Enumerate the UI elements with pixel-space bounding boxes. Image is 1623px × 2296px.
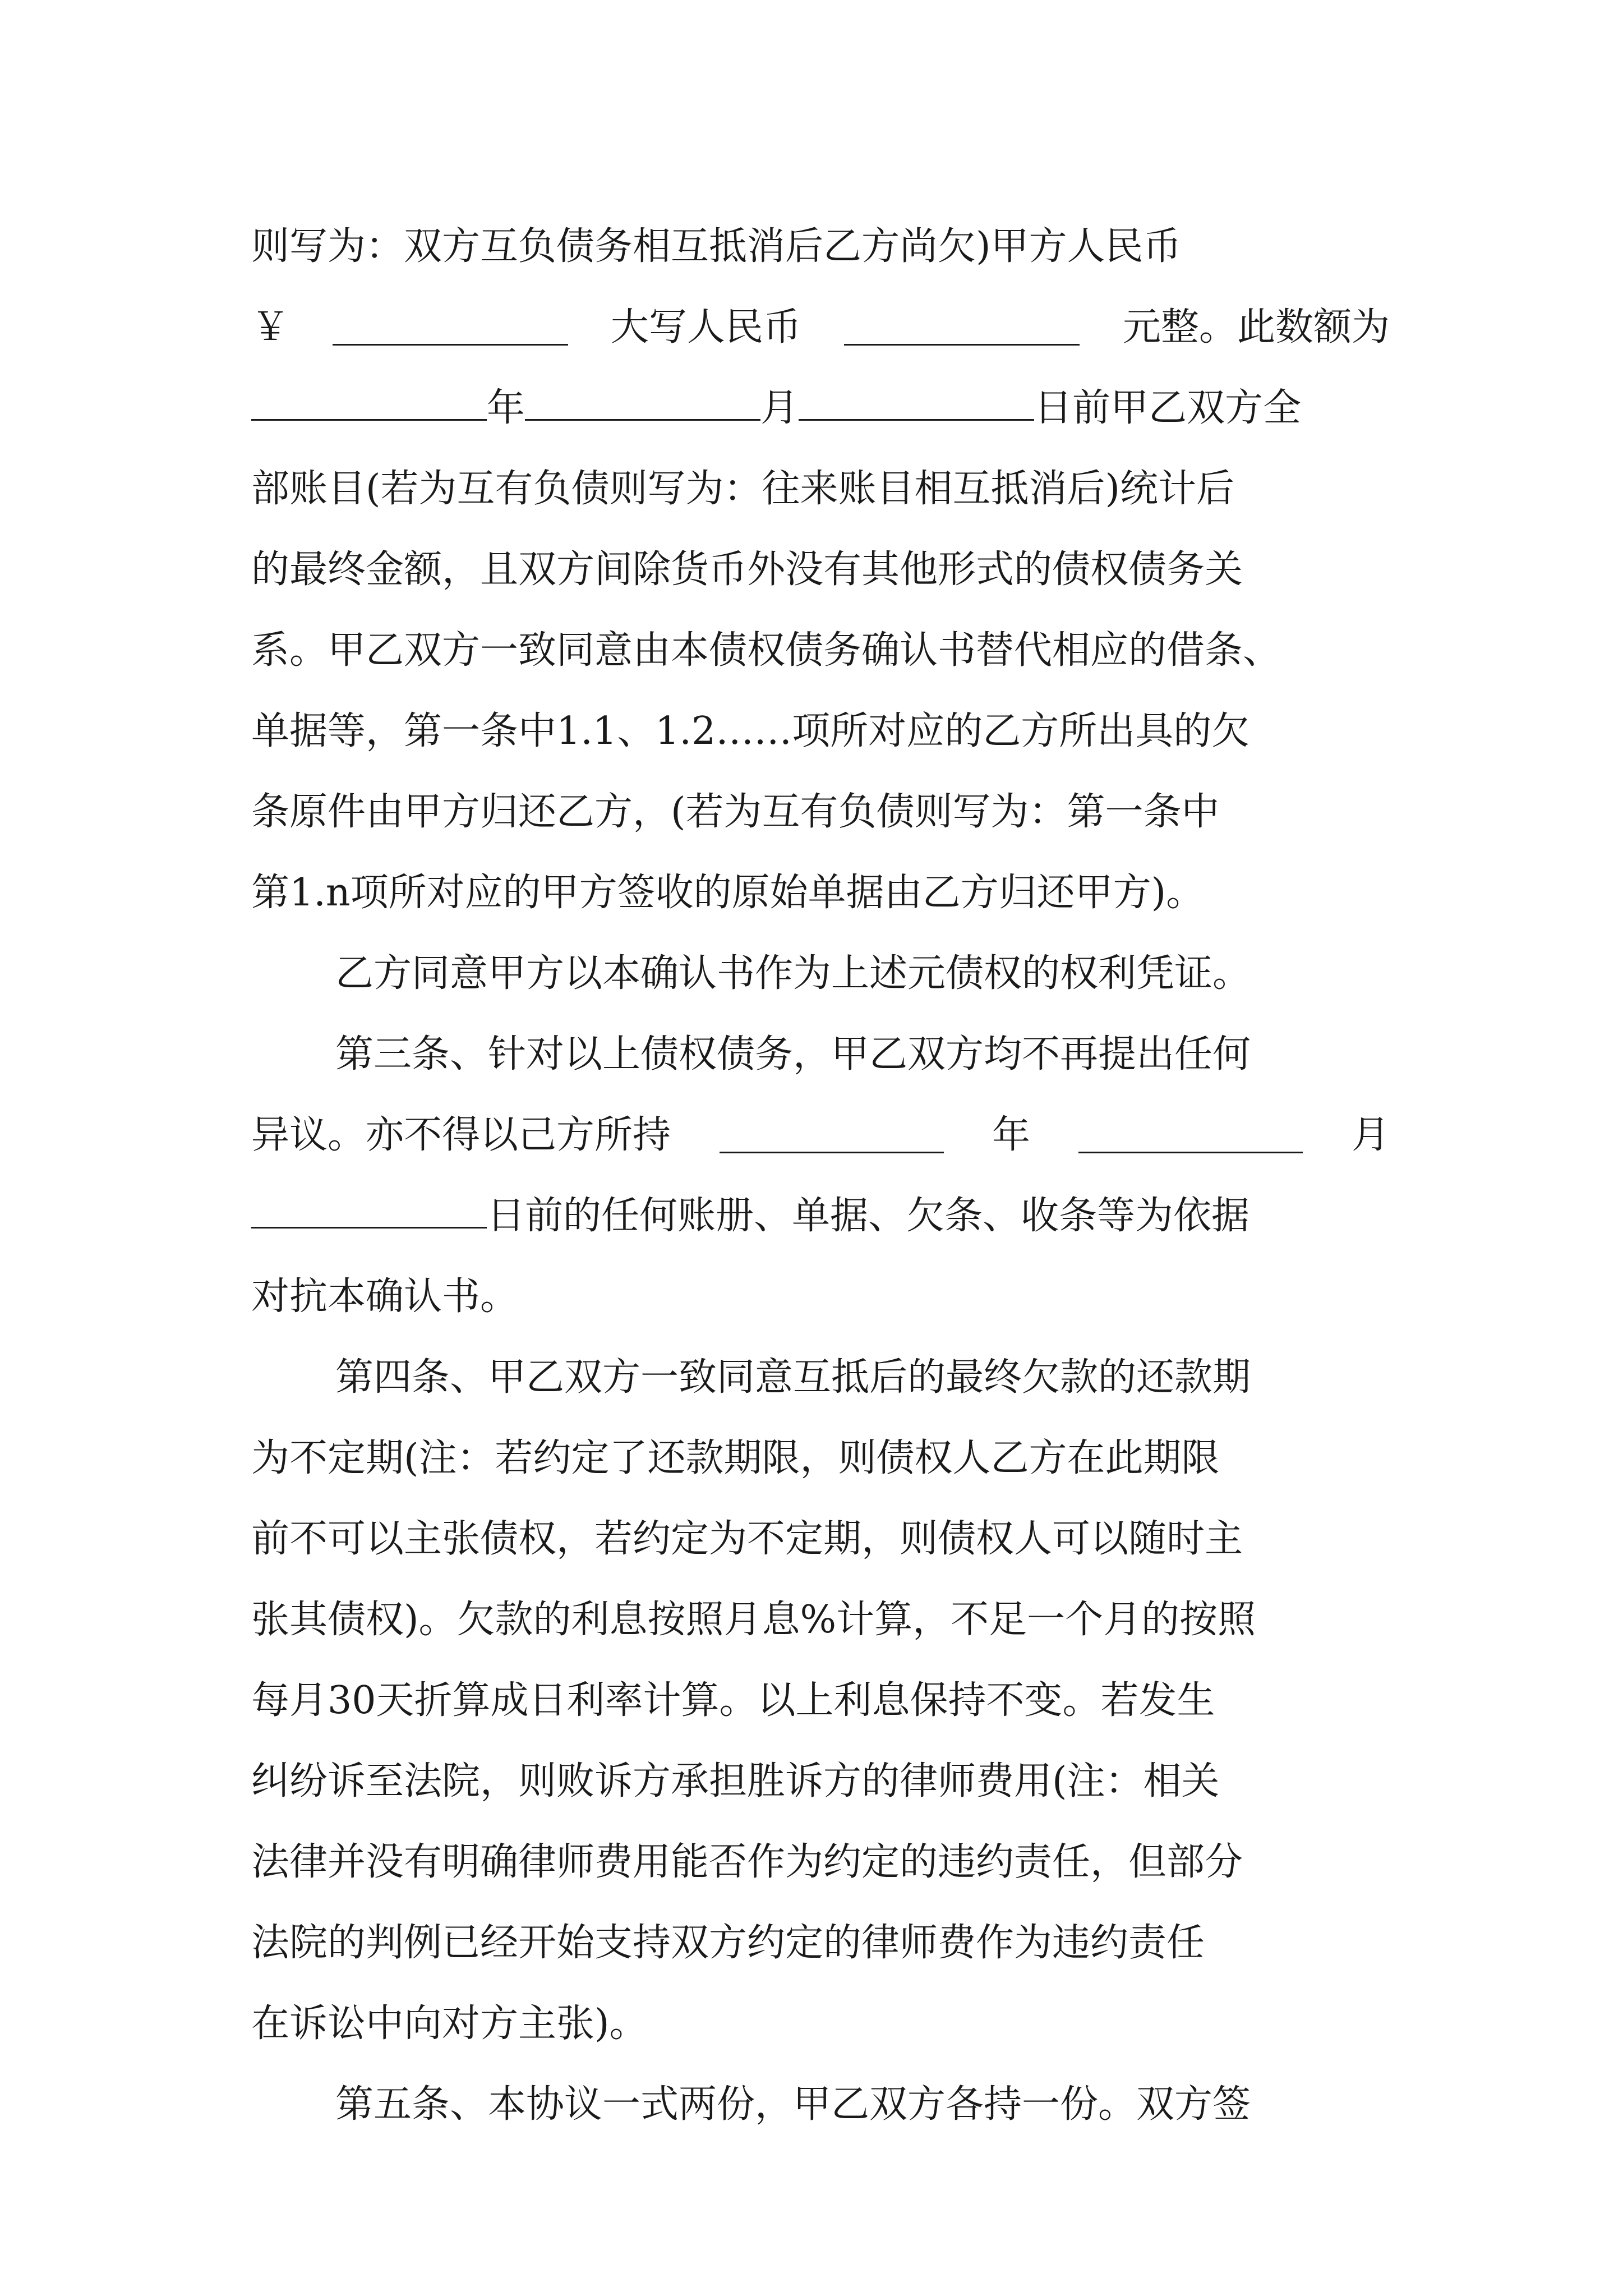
article-three-heading: 第三条、针对以上债权债务，甲乙双方均不再提出任何 xyxy=(335,1032,1251,1076)
day-blank[interactable] xyxy=(799,385,1034,421)
text-line: 张其债权)。欠款的利息按照月息%计算，不足一个月的按照 xyxy=(251,1598,1256,1642)
amount-line xyxy=(251,287,1390,368)
text-line: 的最终金额，且双方间除货币外没有其他形式的债权债务关 xyxy=(251,547,1243,592)
year-blank[interactable] xyxy=(251,385,487,421)
text-line: 法律并没有明确律师费用能否作为约定的违约责任，但部分 xyxy=(251,1840,1243,1884)
amount-suffix: 元整。此数额为 xyxy=(1122,305,1390,349)
amount-blank[interactable] xyxy=(333,310,568,346)
month-blank[interactable] xyxy=(525,385,760,421)
date-suffix: 日前甲乙双方全 xyxy=(1034,386,1302,430)
date-suffix: 日前的任何账册、单据、欠条、收条等为依据 xyxy=(487,1194,1250,1238)
day-blank[interactable] xyxy=(251,1193,487,1228)
text-line: 单据等，第一条中1.1、1.2……项所对应的乙方所出具的欠 xyxy=(251,709,1250,753)
date-line xyxy=(251,1176,1390,1257)
text-line: 对抗本确认书。 xyxy=(251,1274,519,1319)
text-line: 为不定期(注：若约定了还款期限，则债权人乙方在此期限 xyxy=(251,1436,1220,1480)
paragraph-start: 乙方同意甲方以本确认书作为上述元债权的权利凭证。 xyxy=(335,951,1251,996)
text-line: 前不可以主张债权，若约定为不定期，则债权人可以随时主 xyxy=(251,1517,1243,1561)
text-line: 纠纷诉至法院，则败诉方承担胜诉方的律师费用(注：相关 xyxy=(251,1759,1220,1803)
capital-label: 大写人民币 xyxy=(610,305,801,349)
text-line: 第1.n项所对应的甲方签收的原始单据由乙方归还甲方)。 xyxy=(251,871,1205,915)
year-label: 年 xyxy=(992,1113,1030,1157)
objection-prefix: 异议。亦不得以己方所持 xyxy=(251,1113,671,1157)
text-line: 系。甲乙双方一致同意由本债权债务确认书替代相应的借条、 xyxy=(251,628,1281,673)
year-blank[interactable] xyxy=(720,1118,944,1153)
article-four-heading: 第四条、甲乙双方一致同意互抵后的最终欠款的还款期 xyxy=(335,1355,1251,1400)
text-line: 条原件由甲方归还乙方，(若为互有负债则写为：第一条中 xyxy=(251,790,1220,834)
document-body xyxy=(251,206,1390,2145)
article-five-heading: 第五条、本协议一式两份，甲乙双方各持一份。双方签 xyxy=(335,2082,1251,2127)
month-label: 月 xyxy=(1351,1113,1390,1157)
date-line xyxy=(251,368,1390,449)
text-line: 每月30天折算成日利率计算。以上利息保持不变。若发生 xyxy=(251,1678,1215,1723)
text-line: 法院的判例已经开始支持双方约定的律师费作为违约责任 xyxy=(251,1921,1205,1965)
capital-amount-blank[interactable] xyxy=(844,310,1080,346)
month-blank[interactable] xyxy=(1078,1118,1303,1153)
year-label: 年 xyxy=(487,386,525,430)
text-line: 部账目(若为互有负债则写为：往来账目相互抵消后)统计后 xyxy=(251,467,1235,511)
text-line: 则写为：双方互负债务相互抵消后乙方尚欠)甲方人民币 xyxy=(251,224,1182,269)
objection-line xyxy=(251,1095,1390,1176)
text-line: 在诉讼中向对方主张)。 xyxy=(251,2001,648,2046)
currency-symbol: ￥ xyxy=(251,305,290,349)
month-label: 月 xyxy=(760,386,799,430)
